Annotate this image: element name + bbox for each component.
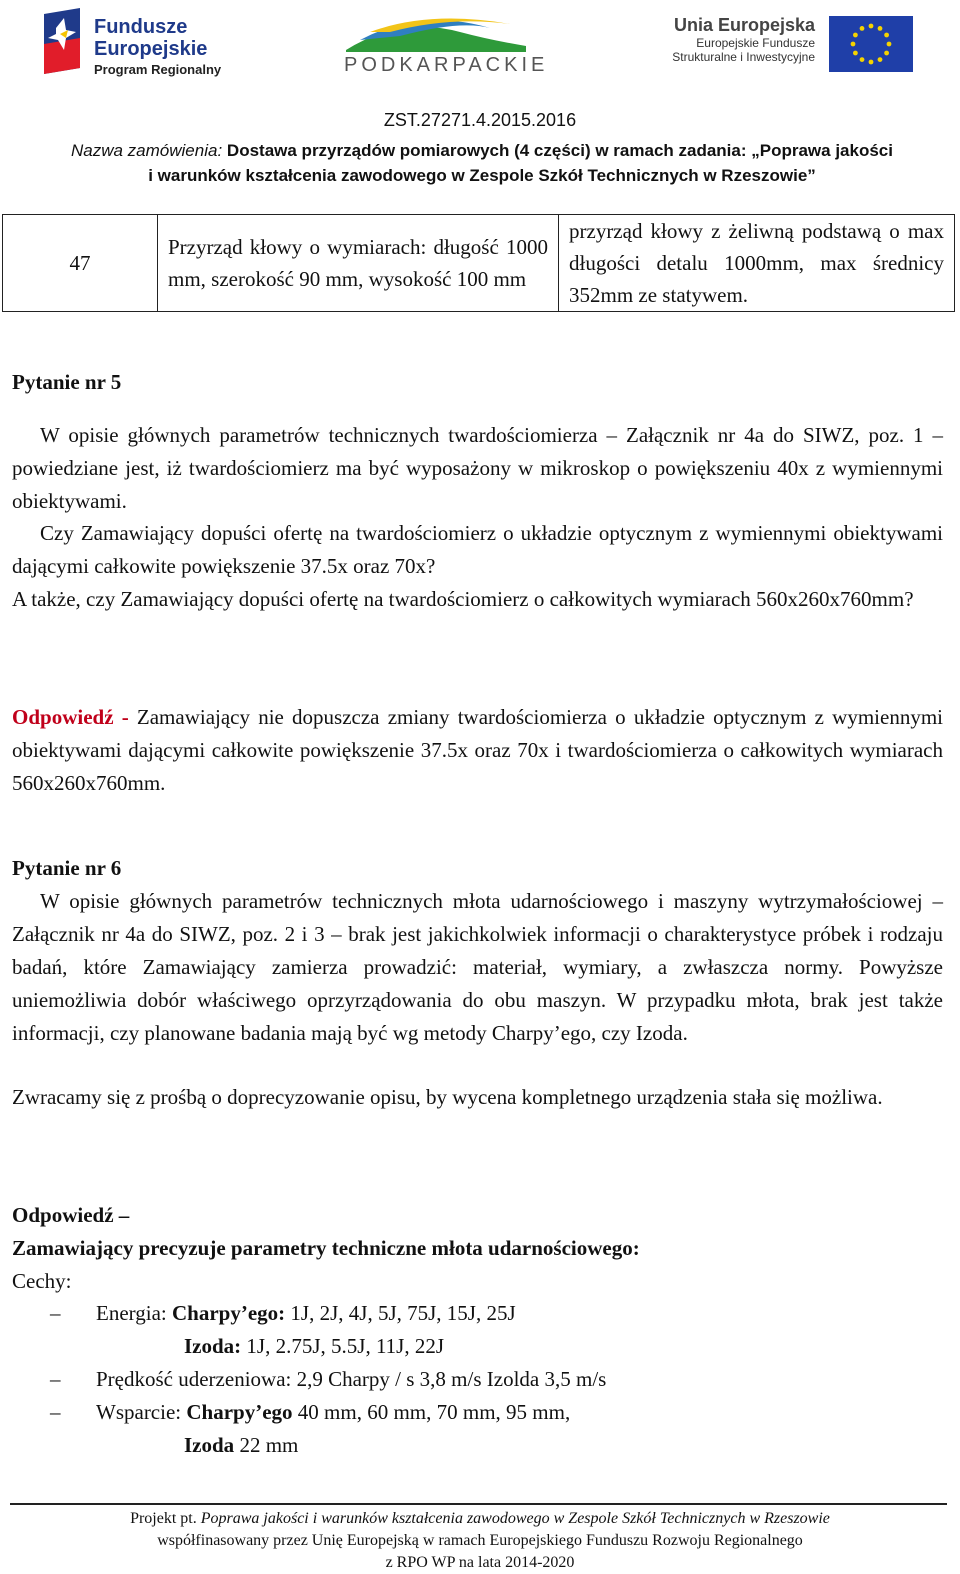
answer-label: Odpowiedź - <box>12 705 129 729</box>
item-description: przyrząd kłowy z żeliwną podstawą o max długości detalu 1000mm, max średnicy 352mm ze statywem. <box>559 215 955 312</box>
support-izod-values: 22 mm <box>239 1433 299 1457</box>
question-6-paragraph-1: W opisie głównych parametrów technicznych młota udarnościowego i maszyny wytrzymałościowej – Załącznik nr 4a do SIWZ, poz. 2 i 3 – brak jest jakichkolwiek informacji o charakterystyce próbek i rodzaju badań, które Zamawiający zamierza prowadzić: materiał, wymiary, a zwłaszcza normy. Powyższe uniemożliwia dobór właściwego oprzyrządowania do obu maszyn. W przypadku młota, brak jest także informacji, czy planowane badania mają być wg metody Charpy’ego, czy Izoda. <box>12 889 943 1045</box>
feature-energy <box>12 1297 943 1330</box>
energy-izod-values: 1J, 2.75J, 5.5J, 11J, 22J <box>246 1334 445 1358</box>
tender-line2: i warunków kształcenia zawodowego w Zespole Szkół Technicznych w Rzeszowie” <box>148 166 816 185</box>
tender-name <box>12 138 952 188</box>
energy-label: Energia: <box>96 1301 167 1325</box>
item-name: Przyrząd kłowy o wymiarach: długość 1000 mm, szerokość 90 mm, wysokość 100 mm <box>158 215 559 312</box>
question-6-paragraph-2: Zwracamy się z prośbą o doprecyzowanie opisu, by wycena kompletnego urządzenia stała się możliwa. <box>12 1085 883 1109</box>
fe-logo-line1: Fundusze <box>94 16 188 38</box>
question-5-paragraph-2: Czy Zamawiający dopuści ofertę na twardościomierz o układzie optycznym z wymiennymi obiektywami dającymi całkowite powiększenie 37.5x oraz 70x? <box>12 521 943 578</box>
support-label: Wsparcie: <box>96 1400 182 1424</box>
eu-flag-icon <box>829 16 913 72</box>
feature-energy-izod <box>12 1330 943 1363</box>
footer <box>0 1508 960 1574</box>
question-6-title: Pytanie nr 6 <box>12 856 122 880</box>
question-5-title: Pytanie nr 5 <box>12 370 122 394</box>
fundusze-europejskie-logo <box>40 8 230 80</box>
support-charpy-values: 40 mm, 60 mm, 70 mm, 95 mm, <box>297 1400 571 1424</box>
question-5-answer <box>12 701 943 800</box>
ue-logo-line2: Europejskie Fundusze <box>696 36 815 50</box>
tender-label: Nazwa zamówienia: <box>71 141 223 160</box>
feature-speed <box>12 1363 943 1396</box>
question-5-paragraph-1: W opisie głównych parametrów technicznych twardościomierza – Załącznik nr 4a do SIWZ, poz. 1 – powiedziane jest, iż twardościomierz ma być wyposażony w mikroskop o powiększeniu 40x z wymiennymi obiektywami. <box>12 423 943 513</box>
podkarpackie-logo <box>340 10 549 82</box>
dash-bullet: – <box>50 1301 61 1325</box>
answer-text: Zamawiający nie dopuszcza zmiany twardościomierza o układzie optycznym z wymiennymi obiektywami dającymi całkowite powiększenie 37.5x oraz 70x i twardościomierza o całkowitych wymiarach 560x260x760mm. <box>12 705 944 795</box>
fe-flag-icon <box>40 8 84 74</box>
footer-divider <box>10 1503 947 1505</box>
question-5-paragraph-3: A także, czy Zamawiający dopuści ofertę na twardościomierz o całkowitych wymiarach 560x260x760mm? <box>12 587 914 611</box>
ue-logo-line1: Unia Europejska <box>673 15 815 35</box>
podkarpackie-mountains-icon <box>340 10 530 54</box>
energy-charpy-values: 1J, 2J, 4J, 5J, 75J, 15J, 25J <box>290 1301 516 1325</box>
row-number: 47 <box>3 215 158 312</box>
fe-logo-line3: Program Regionalny <box>94 62 222 77</box>
unia-europejska-logo <box>655 14 925 78</box>
table-row <box>3 215 955 312</box>
footer-line2: współfinasowany przez Unię Europejską w ramach Europejskiego Funduszu Rozwoju Regionalnego <box>157 1532 803 1549</box>
dash-bullet: – <box>50 1367 61 1391</box>
features-label: Cechy: <box>12 1269 72 1293</box>
reference-number: ZST.27271.4.2015.2016 <box>383 110 577 130</box>
energy-charpy-label: Charpy’ego: <box>172 1301 286 1325</box>
speed-text: Prędkość uderzeniowa: 2,9 Charpy / s 3,8 m/s Izolda 3,5 m/s <box>96 1367 607 1391</box>
energy-izod-label: Izoda: <box>184 1334 242 1358</box>
fe-logo-line2: Europejskie <box>94 38 208 60</box>
tender-line1: Dostawa przyrządów pomiarowych (4 części) w ramach zadania: „Poprawa jakości <box>226 141 893 160</box>
dash-bullet: – <box>50 1400 61 1424</box>
feature-support-izod <box>12 1429 943 1462</box>
footer-prefix: Projekt pt. <box>130 1510 197 1527</box>
footer-line3: z RPO WP na lata 2014-2020 <box>385 1554 575 1571</box>
support-izod-label: Izoda <box>184 1433 235 1457</box>
footer-project-title: Poprawa jakości i warunków kształcenia zawodowego w Zespole Szkół Technicznych w Rzeszowie <box>200 1510 830 1527</box>
support-charpy-label: Charpy’ego <box>186 1400 293 1424</box>
question-6-answer-label: Odpowiedź – <box>12 1203 130 1227</box>
ue-logo-line3: Strukturalne i Inwestycyjne <box>672 50 815 64</box>
feature-support <box>12 1396 943 1429</box>
spec-table <box>2 214 955 312</box>
answer-heading: Zamawiający precyzuje parametry techniczne młota udarnościowego: <box>12 1236 640 1260</box>
podkarpackie-wordmark: PODKARPACKIE <box>344 54 549 76</box>
